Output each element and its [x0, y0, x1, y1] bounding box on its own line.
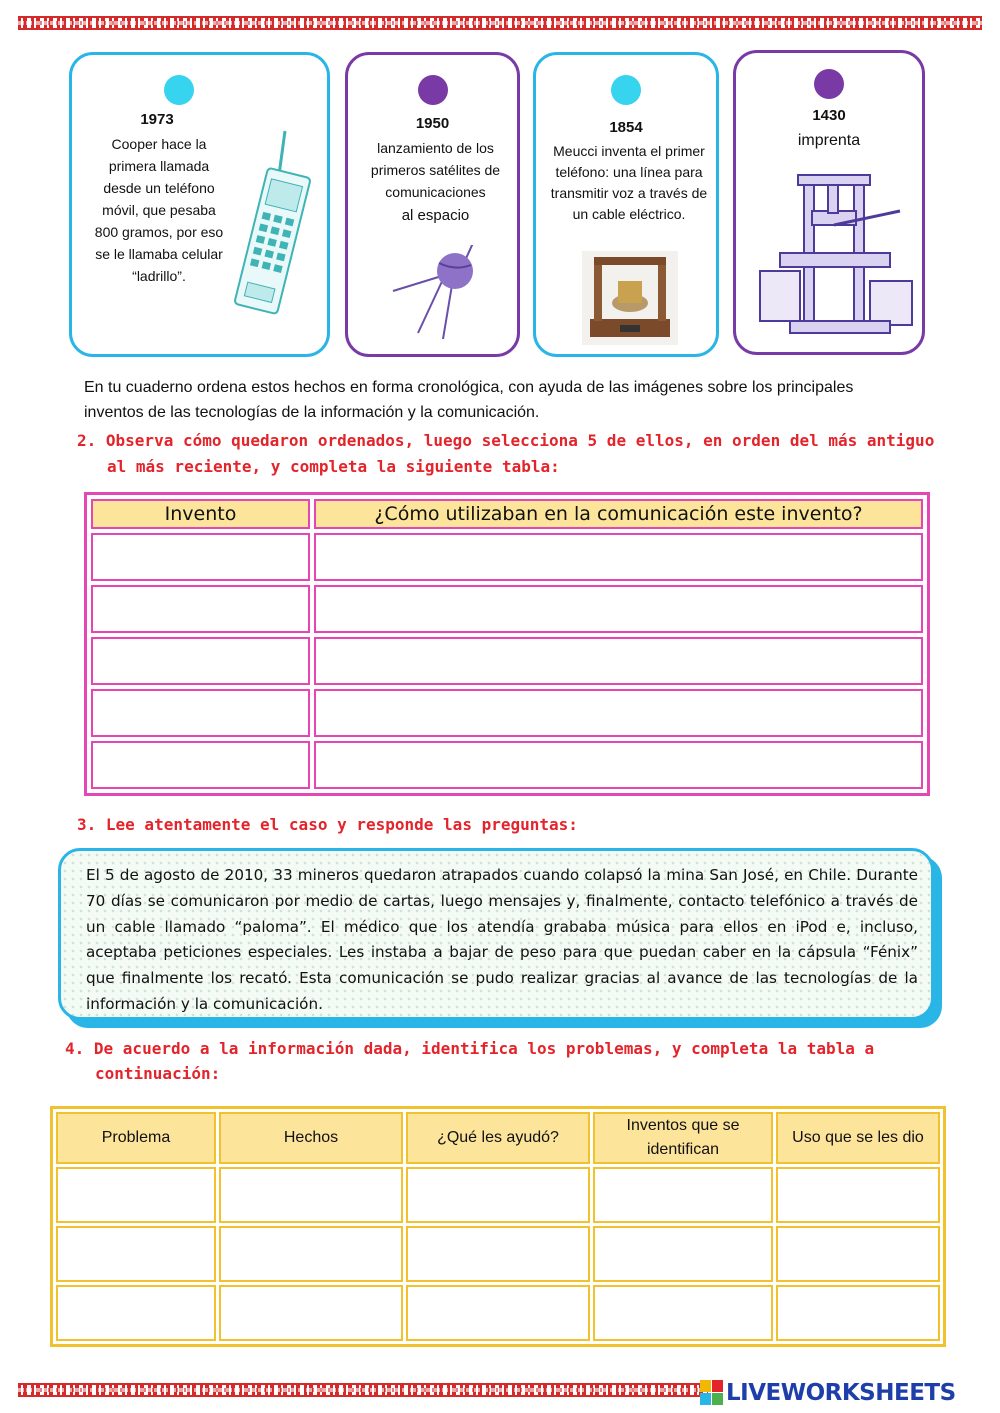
question-2-line2: al más reciente, y completa la siguiente tabla:	[107, 457, 560, 476]
input-cell[interactable]	[56, 1167, 216, 1223]
input-cell[interactable]	[776, 1167, 940, 1223]
input-cell[interactable]	[314, 741, 923, 789]
input-cell[interactable]	[776, 1226, 940, 1282]
header-inventos: Inventos que se identifican	[593, 1112, 773, 1164]
liveworksheets-logo[interactable]	[700, 1378, 990, 1408]
printing-press-image	[750, 171, 920, 351]
input-cell[interactable]	[593, 1167, 773, 1223]
input-cell[interactable]	[314, 689, 923, 737]
table-header-row	[56, 1112, 940, 1164]
question-2-line1: 2. Observa cómo quedaron ordenados, luego selecciona 5 de ellos, en orden del más antiguo	[77, 431, 935, 450]
input-cell[interactable]	[776, 1285, 940, 1341]
input-cell[interactable]	[91, 637, 310, 685]
card-year: 1950	[415, 115, 450, 132]
dot-marker	[164, 75, 194, 105]
question-3: 3. Lee atentamente el caso y responde las preguntas:	[77, 815, 578, 834]
table-header-row	[91, 499, 923, 529]
table-row	[56, 1167, 940, 1223]
dot-marker	[611, 75, 641, 105]
bottom-border	[18, 1383, 708, 1397]
question-4-line2: continuación:	[95, 1064, 221, 1083]
header-que-les-ayudo: ¿Qué les ayudó?	[406, 1112, 590, 1164]
card-year: 1973	[140, 111, 174, 128]
logo-text: LIVEWORKSHEETS	[726, 1380, 956, 1406]
header-problema: Problema	[56, 1112, 216, 1164]
header-uso: Uso que se les dio	[776, 1112, 940, 1164]
top-border	[18, 16, 982, 30]
table-row	[91, 741, 923, 789]
card-1973	[69, 52, 330, 357]
table-row	[56, 1285, 940, 1341]
input-cell[interactable]	[593, 1285, 773, 1341]
input-cell[interactable]	[314, 533, 923, 581]
question-4-line1: 4. De acuerdo a la información dada, identifica los problemas, y completa la tabla a	[65, 1039, 875, 1058]
table-row	[91, 637, 923, 685]
case-box	[58, 848, 934, 1020]
card-description-end: al espacio	[401, 207, 470, 224]
input-cell[interactable]	[91, 533, 310, 581]
input-cell[interactable]	[219, 1285, 403, 1341]
input-cell[interactable]	[56, 1226, 216, 1282]
logo-icon	[700, 1380, 724, 1406]
card-1854	[533, 52, 719, 357]
card-description: Meucci inventa el primer teléfono: una línea para transmitir voz a través de un cable eléctrico.	[550, 143, 708, 222]
inventions-table	[84, 492, 930, 796]
card-description: Cooper hace la primera llamada desde un teléfono móvil, que pesaba 800 gramos, por eso se le llamaba celular “ladrillo”.	[94, 136, 224, 284]
card-1430	[733, 50, 925, 355]
header-como-utilizaban: ¿Cómo utilizaban en la comunicación este invento?	[314, 499, 923, 529]
card-year: 1430	[812, 107, 846, 124]
card-1950	[345, 52, 520, 357]
input-cell[interactable]	[314, 585, 923, 633]
input-cell[interactable]	[91, 741, 310, 789]
header-invento: Invento	[91, 499, 310, 529]
dot-marker	[418, 75, 448, 105]
input-cell[interactable]	[219, 1167, 403, 1223]
input-cell[interactable]	[406, 1285, 590, 1341]
input-cell[interactable]	[91, 585, 310, 633]
dot-marker	[814, 69, 844, 99]
input-cell[interactable]	[593, 1226, 773, 1282]
card-description: imprenta	[797, 132, 861, 149]
card-year: 1854	[609, 119, 643, 136]
table-row	[91, 689, 923, 737]
input-cell[interactable]	[406, 1167, 590, 1223]
instruction-text: En tu cuaderno ordena estos hechos en forma cronológica, con ayuda de las imágenes sobre los principales inventos de las tecnologías de la información y la comunicación.	[84, 379, 854, 421]
mobile-phone-image	[227, 127, 317, 327]
telephone-image	[582, 251, 678, 345]
satellite-image	[383, 245, 503, 345]
table-row	[91, 585, 923, 633]
input-cell[interactable]	[314, 637, 923, 685]
input-cell[interactable]	[406, 1226, 590, 1282]
table-row	[91, 533, 923, 581]
problems-table	[50, 1106, 946, 1347]
header-hechos: Hechos	[219, 1112, 403, 1164]
input-cell[interactable]	[219, 1226, 403, 1282]
card-description: lanzamiento de los primeros satélites de comunicaciones	[370, 140, 501, 200]
case-text: El 5 de agosto de 2010, 33 mineros quedaron atrapados cuando colapsó la mina San José, en Chile. Durante 70 días se comunicaron por medio de cartas, luego mensajes y, finalmente, contacto telefónico a través de un cable llamado “paloma”. El médico que los atendía grababa música para ellos en iPod e, incluso, aceptaba peticiones especiales. Les instaba a bajar de peso para que puedan caber en la cápsula “Fénix” que finalmente los recató. Esta comunicación se pudo realizar gracias al avance de las tecnologías de la información y la comunicación.	[86, 866, 918, 1013]
table-row	[56, 1226, 940, 1282]
input-cell[interactable]	[91, 689, 310, 737]
input-cell[interactable]	[56, 1285, 216, 1341]
